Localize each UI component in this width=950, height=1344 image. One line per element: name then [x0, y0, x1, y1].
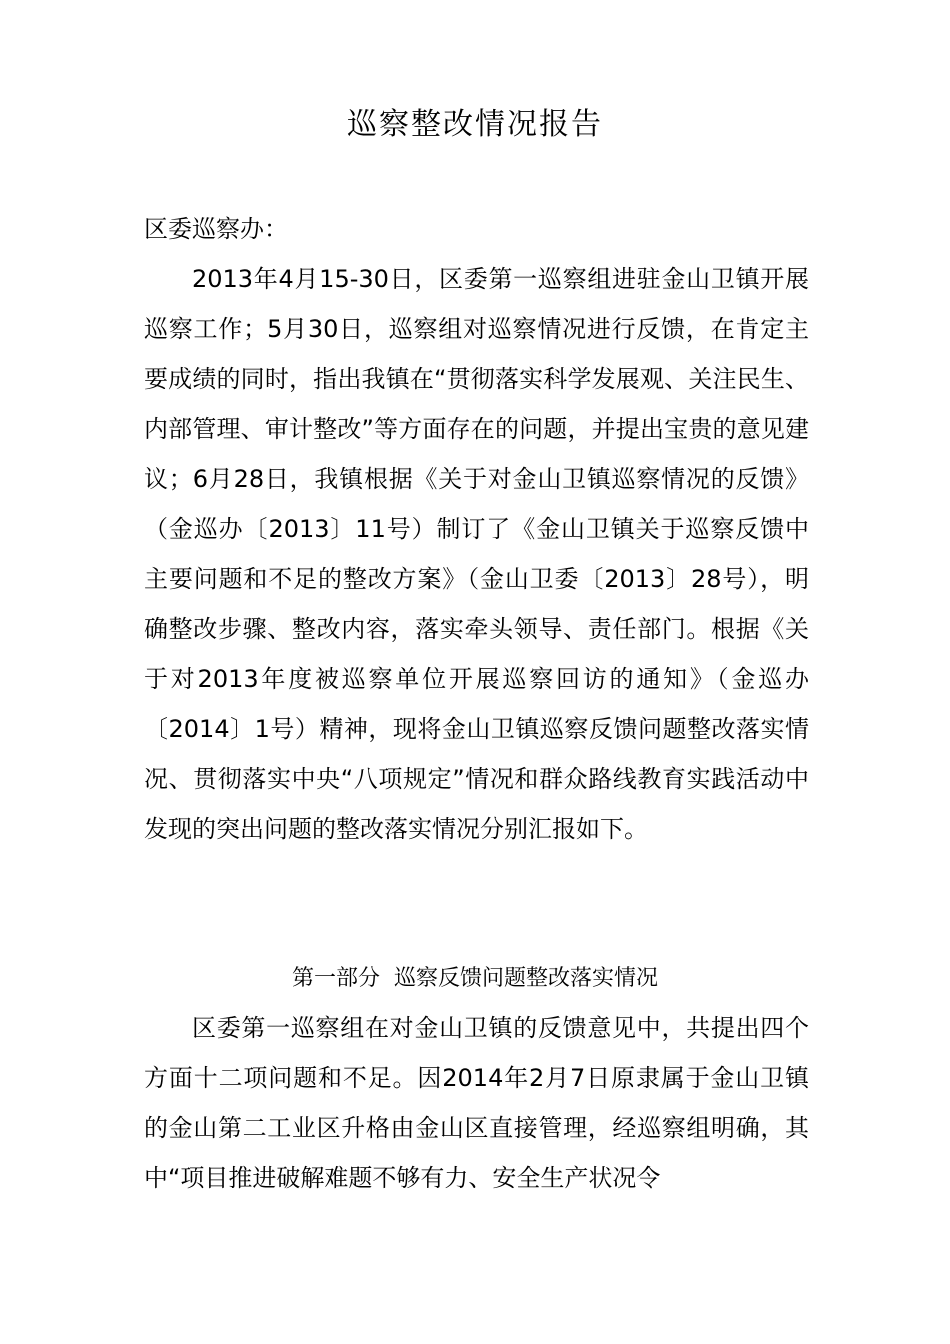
section-heading: 第一部分 巡察反馈问题整改落实情况	[292, 966, 658, 991]
body-paragraph: 2013年4月15-30日，区委第一巡察组进驻金山卫镇开展巡察工作；5月30日，巡察组对巡察情况进行反馈，在肯定主要成绩的同时，指出我镇在“贯彻落实科学发展观、关注民生、内部管理、审计整改”等方面存在的问题，并提出宝贵的意见建议；6月28日，我镇根据《关于对金山卫镇巡察情况的反馈》（金巡办〔2013〕11号）制订了《金山卫镇关于巡察反馈中主要问题和不足的整改方案》（金山卫委〔2013〕28号），明确整改步骤、整改内容，落实牵头领导、责任部门。根据《关于对2013年度被巡察单位开展巡察回访的通知》（金巡办〔2014〕1号）精神，现将金山卫镇巡察反馈问题整改落实情况、贯彻落实中央“八项规定”情况和群众路线教育实践活动中发现的突出问题的整改落实情况分别汇报如下。	[144, 265, 809, 843]
document-title: 巡察整改情况报告	[347, 107, 603, 142]
salutation: 区委巡察办：	[144, 215, 288, 243]
section-paragraph: 区委第一巡察组在对金山卫镇的反馈意见中，共提出四个方面十二项问题和不足。因2014年2月7日原隶属于金山卫镇的金山第二工业区升格由金山区直接管理，经巡察组明确，其中“项目推进破解难题不够有力、安全生产状况令	[144, 1014, 809, 1192]
